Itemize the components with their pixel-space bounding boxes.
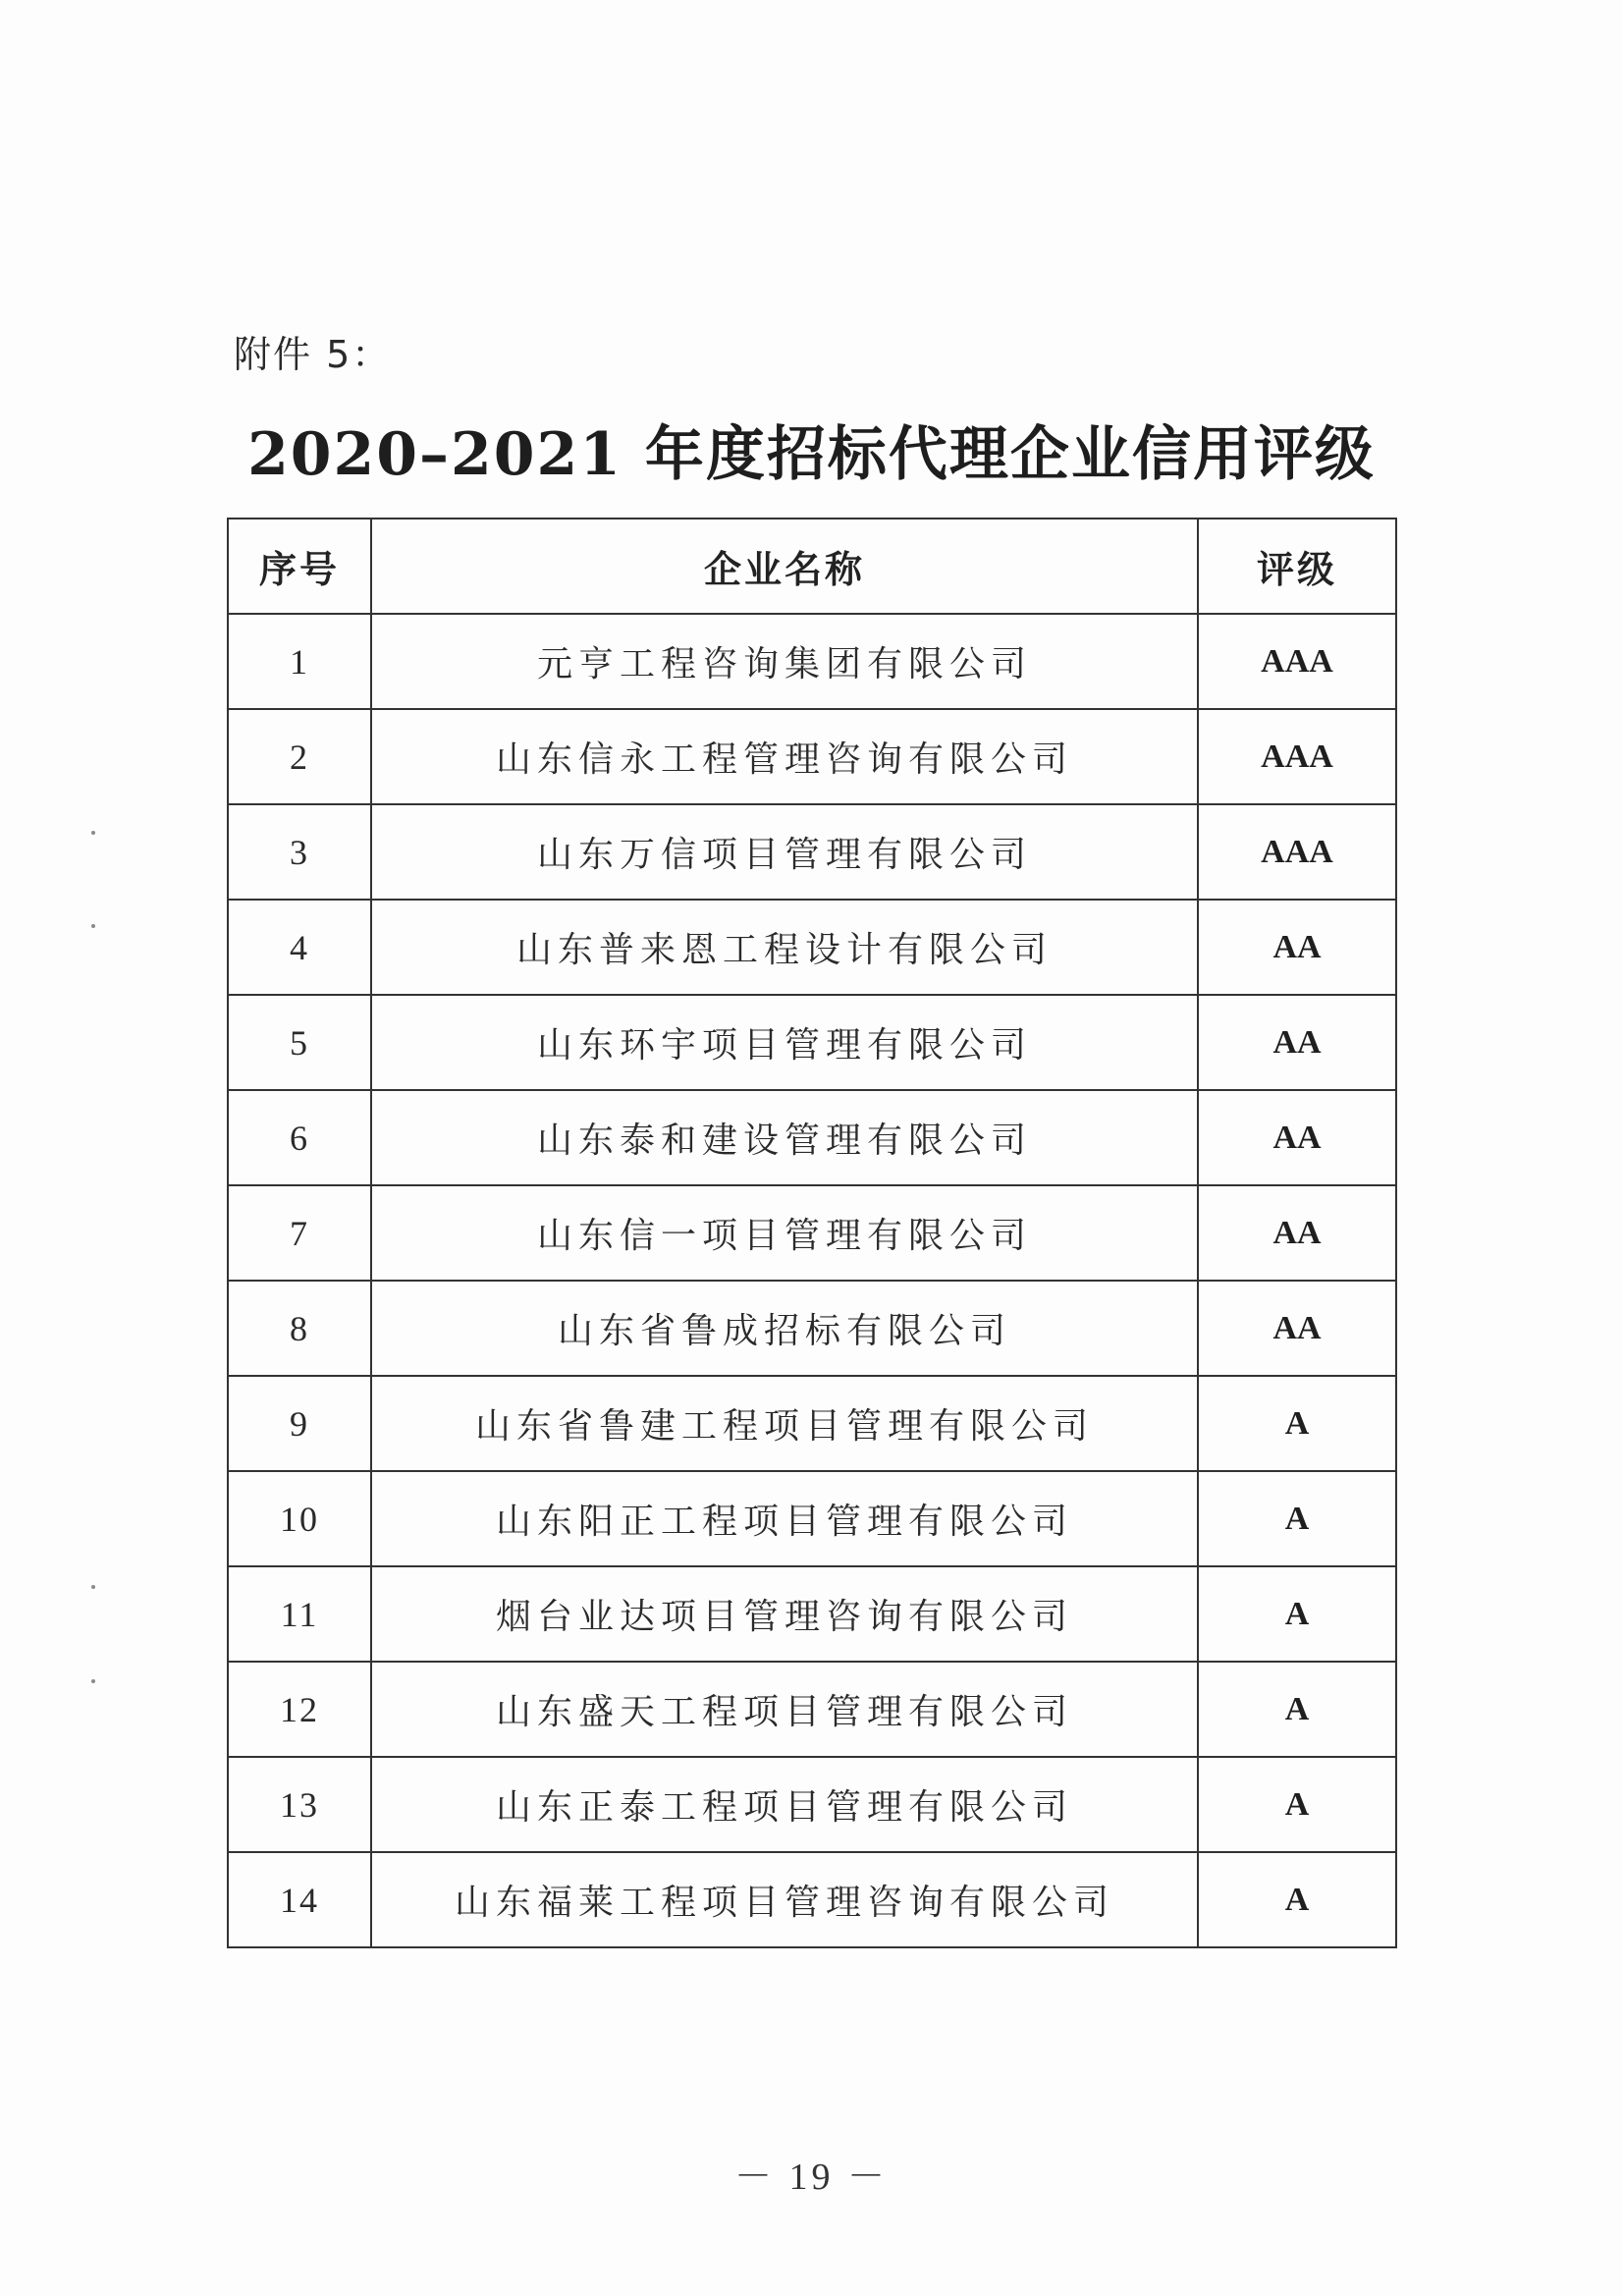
table-row bbox=[228, 1281, 1396, 1376]
credit-rating-table bbox=[227, 518, 1397, 1948]
table-row bbox=[228, 1852, 1396, 1947]
row-seq: 1 bbox=[228, 614, 371, 709]
row-grade: A bbox=[1198, 1376, 1396, 1471]
table-row bbox=[228, 1471, 1396, 1566]
row-grade: A bbox=[1198, 1566, 1396, 1662]
row-grade: AAA bbox=[1198, 614, 1396, 709]
row-seq: 13 bbox=[228, 1757, 371, 1852]
row-company-name: 山东信永工程管理咨询有限公司 bbox=[371, 709, 1198, 804]
page-title: 2020–2021 年度招标代理企业信用评级 bbox=[247, 420, 1376, 489]
row-company-name: 山东盛天工程项目管理有限公司 bbox=[371, 1662, 1198, 1757]
table-row bbox=[228, 1376, 1396, 1471]
table-row bbox=[228, 614, 1396, 709]
scan-speck bbox=[91, 1585, 95, 1589]
table-row bbox=[228, 900, 1396, 995]
row-grade: AA bbox=[1198, 1281, 1396, 1376]
row-company-name: 山东环宇项目管理有限公司 bbox=[371, 995, 1198, 1090]
row-grade: A bbox=[1198, 1852, 1396, 1947]
row-grade: AA bbox=[1198, 900, 1396, 995]
row-company-name: 山东正泰工程项目管理有限公司 bbox=[371, 1757, 1198, 1852]
row-grade: A bbox=[1198, 1662, 1396, 1757]
scan-speck bbox=[91, 1679, 95, 1683]
row-company-name: 山东省鲁建工程项目管理有限公司 bbox=[371, 1376, 1198, 1471]
row-seq: 6 bbox=[228, 1090, 371, 1185]
rating-table-wrapper bbox=[227, 518, 1395, 1948]
table-row bbox=[228, 1185, 1396, 1281]
row-grade: A bbox=[1198, 1757, 1396, 1852]
row-grade: AA bbox=[1198, 1185, 1396, 1281]
row-seq: 4 bbox=[228, 900, 371, 995]
row-company-name: 山东泰和建设管理有限公司 bbox=[371, 1090, 1198, 1185]
header-company-name: 企业名称 bbox=[371, 519, 1198, 614]
header-grade: 评级 bbox=[1198, 519, 1396, 614]
row-grade: AA bbox=[1198, 1090, 1396, 1185]
row-company-name: 山东阳正工程项目管理有限公司 bbox=[371, 1471, 1198, 1566]
row-company-name: 山东信一项目管理有限公司 bbox=[371, 1185, 1198, 1281]
row-company-name: 山东普来恩工程设计有限公司 bbox=[371, 900, 1198, 995]
scan-speck bbox=[91, 924, 95, 928]
table-row bbox=[228, 709, 1396, 804]
table-row bbox=[228, 1757, 1396, 1852]
row-grade: AAA bbox=[1198, 804, 1396, 900]
row-seq: 10 bbox=[228, 1471, 371, 1566]
row-seq: 8 bbox=[228, 1281, 371, 1376]
table-header-row bbox=[228, 519, 1396, 614]
row-company-name: 山东省鲁成招标有限公司 bbox=[371, 1281, 1198, 1376]
row-company-name: 山东万信项目管理有限公司 bbox=[371, 804, 1198, 900]
table-row bbox=[228, 995, 1396, 1090]
row-company-name: 元亨工程咨询集团有限公司 bbox=[371, 614, 1198, 709]
row-grade: A bbox=[1198, 1471, 1396, 1566]
row-grade: AAA bbox=[1198, 709, 1396, 804]
table-row bbox=[228, 1566, 1396, 1662]
row-grade: AA bbox=[1198, 995, 1396, 1090]
table-row bbox=[228, 1662, 1396, 1757]
row-company-name: 烟台业达项目管理咨询有限公司 bbox=[371, 1566, 1198, 1662]
scan-speck bbox=[91, 831, 95, 835]
row-seq: 14 bbox=[228, 1852, 371, 1947]
row-seq: 2 bbox=[228, 709, 371, 804]
row-seq: 7 bbox=[228, 1185, 371, 1281]
row-seq: 11 bbox=[228, 1566, 371, 1662]
table-row bbox=[228, 804, 1396, 900]
page-number: － 19 － bbox=[733, 2157, 889, 2198]
attachment-label: 附件 5： bbox=[234, 333, 392, 376]
row-seq: 3 bbox=[228, 804, 371, 900]
row-seq: 9 bbox=[228, 1376, 371, 1471]
header-seq: 序号 bbox=[228, 519, 371, 614]
row-seq: 5 bbox=[228, 995, 371, 1090]
row-seq: 12 bbox=[228, 1662, 371, 1757]
table-row bbox=[228, 1090, 1396, 1185]
row-company-name: 山东福莱工程项目管理咨询有限公司 bbox=[371, 1852, 1198, 1947]
